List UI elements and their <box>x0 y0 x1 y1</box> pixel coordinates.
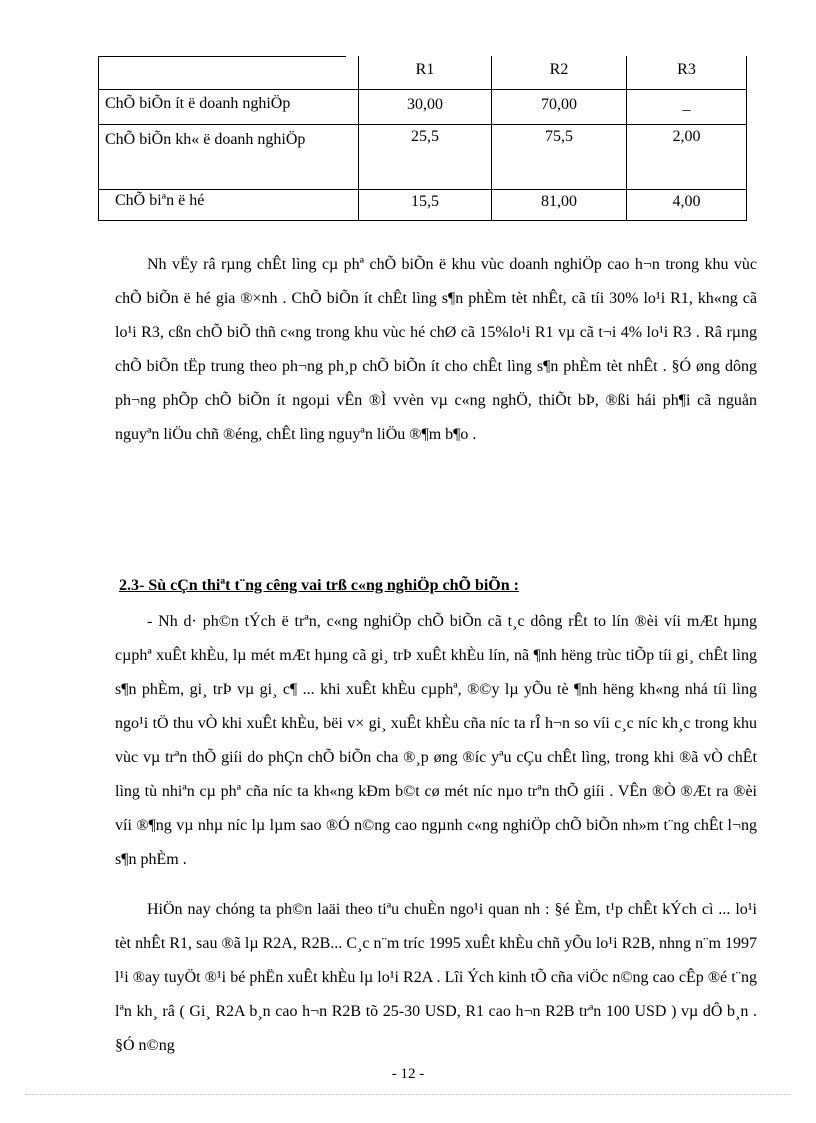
cell-text: 75,5 <box>545 128 573 145</box>
cell-text: 30,00 <box>407 96 443 113</box>
table-header-row <box>99 56 747 90</box>
section-heading <box>119 577 519 595</box>
row-r2-value <box>492 125 627 190</box>
cell-text: 4,00 <box>672 193 701 210</box>
header-r3-label: R3 <box>677 61 696 78</box>
paragraph-1-text: Nh vËy râ rµng chÊt lìng cµ phª chÕ biÕn ë khu vùc doanh nghiÖp cao h¬n trong khu vùc chÕ biÕn ë hé gia ®×nh . ChÕ biÕn ít chÊt lìng s¶n phÈm tèt nhÊt, cã tíi 30% lo¹i R1, kh«ng cã lo¹i R3, cßn chÕ biÕ thñ c«ng trong khu vùc hé chØ cã 15%lo¹i R1 vµ cã t¬i 4% lo¹i R3 . Râ rµng chÕ biÕn tËp trung theo ph¬ng ph¸p chÕ biÕn ít cho chÊt lìng s¶n phÈm tèt nhÊt . §Ó øng dông ph¬ng phÕp chÕ biÕn ít ngoµi vÊn ®Ì vvèn vµ c«ng nghÖ, thiÕt bÞ, ®ßi hái ph¶i cã nguån nguyªn liÖu chñ ®éng, chÊt lìng nguyªn liÖu ®¶m b¶o . <box>115 256 757 443</box>
page-bottom-rule <box>25 1094 791 1095</box>
section-heading-colon: : <box>509 577 519 594</box>
header-r1 <box>359 56 492 90</box>
cell-text: 2,00 <box>672 128 701 145</box>
header-r2-label: R2 <box>549 61 569 78</box>
header-r1-label: R1 <box>415 61 435 78</box>
row-r1-value <box>359 125 492 190</box>
row-r2-value <box>492 90 627 125</box>
header-empty-cell <box>99 56 359 90</box>
row-label: ChÕ biÕn kh« ë doanh nghiÖp <box>99 125 359 190</box>
paragraph-2-text: - Nh d· ph©n tÝch ë trªn, c«ng nghiÖp chÕ biÕn cã t¸c dông rÊt to lín ®èi víi mÆt hµng cµphª xuÊt khÈu, lµ mét mÆt hµng cã gi¸ trÞ xuÊt khÈu lín, nã ¶nh hëng trùc tiÕp tíi gi¸ chÊt lìng s¶n phÈm, gi¸ trÞ vµ gi¸ c¶ ... khi xuÊt khÈu cµphª, ®©y lµ yÕu tè ¶nh hëng kh«ng nhá tíi lìng ngo¹i tÖ thu vÒ khi xuÊt khÈu, bëi v× gi¸ xuÊt khÈu cña níc ta rÎ h¬n so víi c¸c níc kh¸c trong khu vùc vµ trªn thÕ giíi do phÇn chÕ biÕn cha ®¸p øng ®íc yªu cÇu chÊt lìng, trong khi ®ã vÒ chÊt lìng tù nhiªn cµ phª cña níc ta kh«ng kÐm b©t cø mét níc nµo trªn thÕ giíi . VÊn ®Ò ®Æt ra ®èi víi ®¶ng vµ nhµ níc lµ lµm sao ®Ó n©ng cao ngµnh c«ng nghiÖp chÕ biÕn nh»m t¨ng chÊt l¬ng s¶n phÈm . <box>115 613 757 868</box>
paragraph-3-text: HiÖn nay chóng ta ph©n laäi theo tiªu chuÈn ngo¹i quan nh : §é Èm, t¹p chÊt kÝch cì ... lo¹i tèt nhÊt R1, sau ®ã lµ R2A, R2B... C¸c n¨m tríc 1995 xuÊt khÈu chñ yÕu lo¹i R2B, nhng n¨m 1997 l¹i ®ay tuyÖt ®¹i bé phËn xuÊt khÈu lµ lo¹i R2A . Lîi Ých kinh tÕ cña viÖc n©ng cao cÊp ®é t¨ng lªn kh¸ râ ( Gi¸ R2A b¸n cao h¬n R2B tõ 25-30 USD, R1 cao h¬n R2B trªn 100 USD ) vµ dÔ b¸n . §Ó n©ng <box>115 901 757 1054</box>
row-r2-value <box>492 190 627 221</box>
paragraph-2 <box>115 605 757 877</box>
row-r3-value <box>627 190 747 221</box>
row-r3-value <box>627 125 747 190</box>
paragraph-1 <box>115 248 757 452</box>
row-label-text: ChÕ biªn ë hé <box>115 192 205 209</box>
table-row <box>99 125 747 190</box>
row-r3-value <box>627 90 747 125</box>
cell-text: 70,00 <box>541 96 577 113</box>
cell-text: 15,5 <box>411 193 439 210</box>
page-number: - 12 - <box>391 1066 425 1082</box>
paragraph-3 <box>115 893 757 1063</box>
header-r2 <box>492 56 627 90</box>
table-row <box>99 190 747 221</box>
quality-table <box>98 56 747 221</box>
row-label <box>99 190 359 221</box>
section-heading-title: 2.3- Sù cÇn thiªt t¨ng cêng vai trß c«ng nghiÖp chÕ biÕn <box>119 577 510 594</box>
cell-text: 81,00 <box>541 193 577 210</box>
row-r1-value <box>359 190 492 221</box>
cell-text: 25,5 <box>411 128 439 145</box>
row-r1-value <box>359 90 492 125</box>
cell-text: _ <box>682 96 691 113</box>
table-row <box>99 90 747 125</box>
header-r3 <box>627 56 747 90</box>
row-label-text: ChÕ biÕn ít ë doanh nghiÖp <box>105 95 291 112</box>
row-label <box>99 90 359 125</box>
